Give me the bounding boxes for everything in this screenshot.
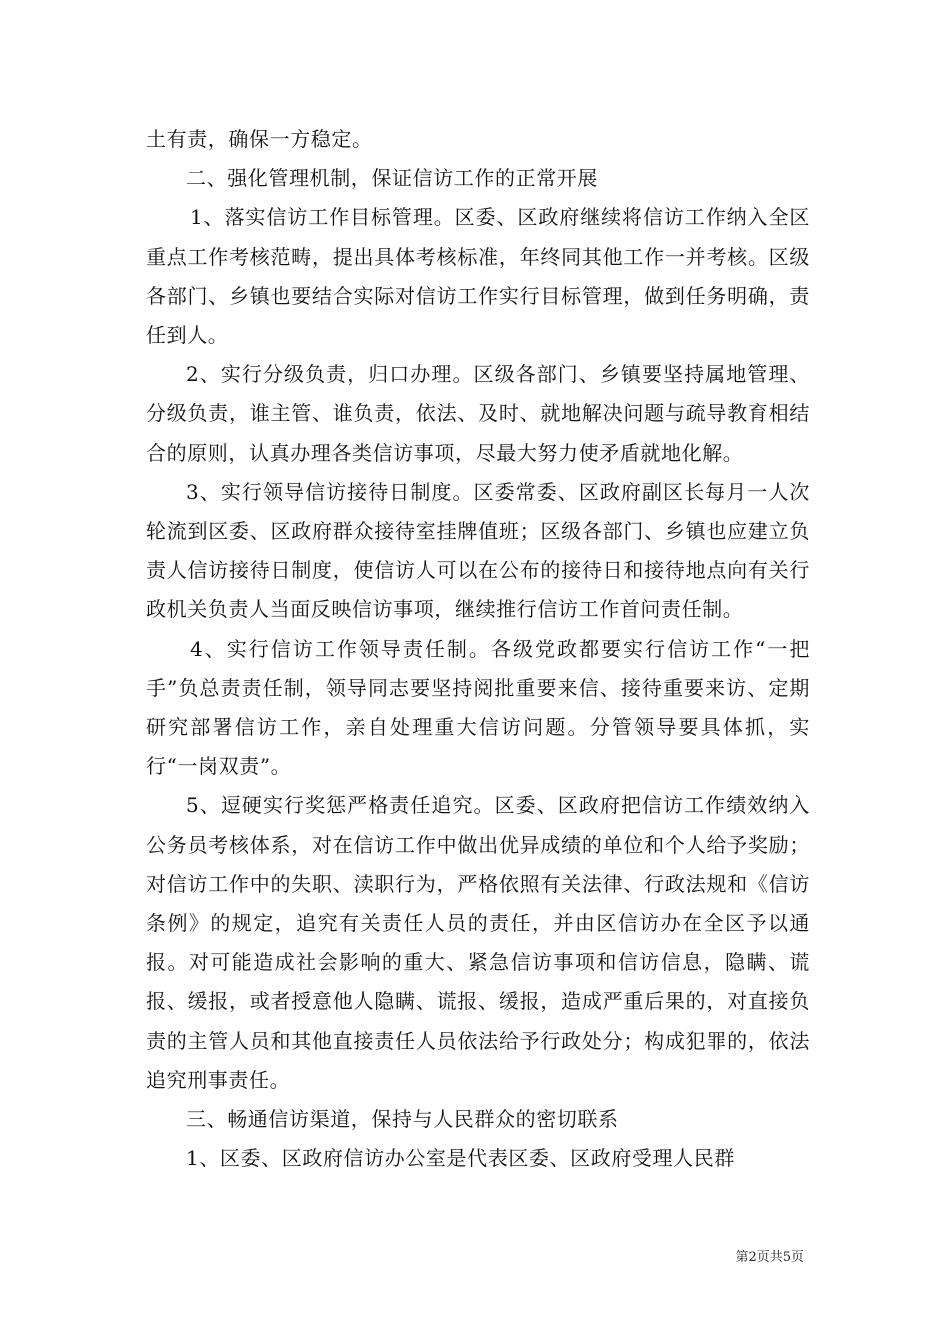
page-number-footer: 第2页共5页: [735, 1250, 804, 1265]
section-heading-3: 三、畅通信访渠道，保持与人民群众的密切联系: [186, 1107, 619, 1132]
paragraph-2-5: 5、逗硬实行奖惩严格责任追究。区委、区政府把信访工作绩效纳入公务员考核体系，对在信访工作中做出优异成绩的单位和个人给予奖励；对信访工作中的失职、渎职行为，严格依照有关法律、行政法规和《信访条例》的规定，追究有关责任人员的责任，并由区信访办在全区予以通报。对可能造成社会影响的重大、紧急信访事项和信访信息，隐瞒、谎报、缓报，或者授意他人隐瞒、谎报、缓报，造成严重后果的，对直接负责的主管人员和其他直接责任人员依法给予行政处分；构成犯罪的，依法追究刑事责任。: [146, 793, 810, 1092]
section-heading-2: 二、强化管理机制，保证信访工作的正常开展: [186, 166, 598, 191]
paragraph-2-3: 3、实行领导信访接待日制度。区委常委、区政府副区长每月一人次轮流到区委、区政府群众接待室挂牌值班；区级各部门、乡镇也应建立负责人信访接待日制度，使信访人可以在公布的接待日和接待地点向有关行政机关负责人当面反映信访事项，继续推行信访工作首问责任制。: [146, 479, 810, 622]
paragraph-2-4: 4、实行信访工作领导责任制。各级党政都要实行信访工作“一把手”负总责责任制，领导同志要坚持阅批重要来信、接待重要来访、定期研究部署信访工作，亲自处理重大信访问题。分管领导要具体抓，实行“一岗双责”。: [146, 636, 810, 779]
paragraph-2-2: 2、实行分级负责，归口办理。区级各部门、乡镇要坚持属地管理、分级负责，谁主管、谁负责，依法、及时、就地解决问题与疏导教育相结合的原则，认真办理各类信访事项，尽最大努力使矛盾就地化解。: [146, 362, 810, 465]
document-body: [146, 120, 810, 1178]
paragraph-continuation: 土有责，确保一方稳定。: [146, 127, 373, 151]
paragraph-3-1: 1、区委、区政府信访办公室是代表区委、区政府受理人民群: [186, 1146, 735, 1171]
paragraph-2-1: 1、落实信访工作目标管理。区委、区政府继续将信访工作纳入全区重点工作考核范畴，提出具体考核标准，年终同其他工作一并考核。区级各部门、乡镇也要结合实际对信访工作实行目标管理，做到任务明确，责任到人。: [146, 205, 810, 348]
